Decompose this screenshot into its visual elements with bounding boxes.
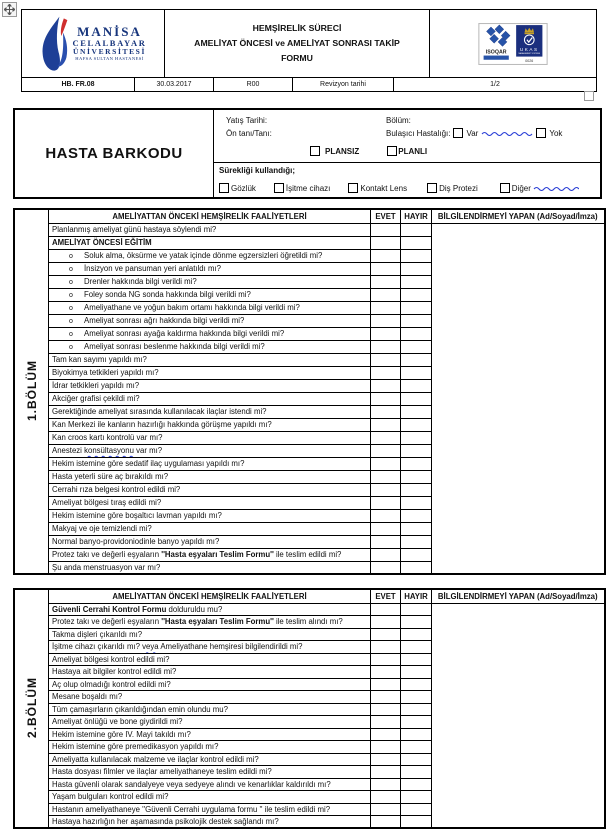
question-cell bbox=[49, 548, 371, 561]
evet-answer-cell[interactable] bbox=[371, 716, 401, 729]
question-text: Ameliyathane ve yoğun bakım ortamı hakkında bilgi verildi mi? bbox=[84, 303, 300, 312]
question-cell bbox=[49, 535, 371, 548]
question-cell bbox=[49, 616, 371, 629]
evet-answer-cell[interactable] bbox=[371, 301, 401, 314]
hayir-answer-cell[interactable] bbox=[401, 379, 432, 392]
question-cell bbox=[49, 379, 371, 392]
table-header-row bbox=[14, 209, 605, 223]
evet-answer-cell[interactable] bbox=[371, 366, 401, 379]
table-move-handle-icon[interactable] bbox=[2, 2, 17, 17]
patient-barcode-box bbox=[13, 108, 602, 199]
document-meta-row bbox=[22, 77, 596, 91]
question-text: Hastaya hazırlığın her aşamasında psikolojik destek sağlandı mı? bbox=[52, 817, 279, 826]
question-cell bbox=[49, 327, 371, 340]
question-text: Hasta güvenli olarak sandalyeye veya sedyeye alındı ve kenarlıklar kaldırıldı mı? bbox=[52, 779, 331, 789]
bullet-marker: o bbox=[69, 253, 73, 260]
four-arrow-move-icon bbox=[4, 4, 15, 15]
evet-answer-cell[interactable] bbox=[371, 766, 401, 779]
checklist-row bbox=[14, 603, 605, 616]
blank-wavy-line bbox=[533, 185, 579, 191]
hayir-answer-cell[interactable] bbox=[401, 262, 432, 275]
bullet-marker: o bbox=[69, 266, 73, 273]
hayir-answer-cell[interactable] bbox=[401, 791, 432, 804]
question-cell bbox=[49, 457, 371, 470]
barcode-label: HASTA BARKODU bbox=[15, 110, 214, 197]
hayir-answer-cell[interactable] bbox=[401, 628, 432, 641]
hayir-answer-cell[interactable] bbox=[401, 641, 432, 654]
question-text: Kan croos kartı kontrolü var mı? bbox=[52, 433, 163, 442]
question-cell bbox=[49, 314, 371, 327]
hayir-answer-cell[interactable] bbox=[401, 444, 432, 457]
column-header-activities: AMELİYATTAN ÖNCEKİ HEMŞİRELİK FAALİYETLERİ bbox=[49, 209, 371, 223]
hospital-logo bbox=[22, 10, 165, 77]
evet-answer-cell[interactable] bbox=[371, 628, 401, 641]
hayir-answer-cell[interactable] bbox=[401, 703, 432, 716]
evet-answer-cell[interactable] bbox=[371, 262, 401, 275]
section1-table bbox=[13, 208, 606, 575]
question-cell bbox=[49, 766, 371, 779]
informer-signature-cell[interactable] bbox=[432, 223, 605, 574]
evet-answer-cell[interactable] bbox=[371, 778, 401, 791]
evet-answer-cell[interactable] bbox=[371, 496, 401, 509]
question-cell bbox=[49, 641, 371, 654]
planli-label: PLANLI bbox=[398, 146, 428, 156]
evet-answer-cell[interactable] bbox=[371, 509, 401, 522]
question-cell bbox=[49, 666, 371, 679]
evet-answer-cell[interactable] bbox=[371, 753, 401, 766]
evet-answer-cell[interactable] bbox=[371, 603, 401, 616]
hayir-answer-cell[interactable] bbox=[401, 496, 432, 509]
question-text: Protez takı ve değerli eşyaların bbox=[52, 550, 162, 559]
hayir-answer-cell[interactable] bbox=[401, 535, 432, 548]
hayir-answer-cell[interactable] bbox=[401, 766, 432, 779]
hayir-answer-cell[interactable] bbox=[401, 418, 432, 431]
question-cell bbox=[49, 778, 371, 791]
plansiz-label: PLANSIZ bbox=[325, 146, 360, 156]
evet-answer-cell[interactable] bbox=[371, 535, 401, 548]
continuous-use-heading: Sürekliği kullandığı; bbox=[219, 166, 296, 175]
evet-answer-cell[interactable] bbox=[371, 392, 401, 405]
hayir-answer-cell[interactable] bbox=[401, 741, 432, 754]
hayir-answer-cell[interactable] bbox=[401, 470, 432, 483]
kontakt-lens-checkbox[interactable] bbox=[348, 183, 358, 193]
hayir-answer-cell[interactable] bbox=[401, 603, 432, 616]
evet-answer-cell[interactable] bbox=[371, 223, 401, 236]
question-text: veya bbox=[142, 642, 159, 652]
question-text: Anestezi bbox=[52, 446, 85, 455]
hayir-answer-cell[interactable] bbox=[401, 301, 432, 314]
question-cell bbox=[49, 628, 371, 641]
question-text: ile teslim alındı mı? bbox=[273, 617, 343, 627]
evet-answer-cell[interactable] bbox=[371, 691, 401, 704]
hayir-answer-cell[interactable] bbox=[401, 340, 432, 353]
dis-protezi-checkbox[interactable] bbox=[427, 183, 437, 193]
yok-label: Yok bbox=[549, 128, 563, 138]
hayir-answer-cell[interactable] bbox=[401, 666, 432, 679]
question-text: Normal banyo-providoniodinle banyo yapıldı mı? bbox=[52, 537, 220, 546]
question-cell bbox=[49, 483, 371, 496]
contagious-disease-row bbox=[386, 128, 562, 138]
ukas-sub-label: MANAGEMENT SYSTEMS bbox=[518, 52, 541, 55]
evet-answer-cell[interactable] bbox=[371, 418, 401, 431]
question-cell bbox=[49, 288, 371, 301]
column-header-activities: AMELİYATTAN ÖNCEKİ HEMŞİRELİK FAALİYETLERİ bbox=[49, 589, 371, 603]
logo-line-1: MANİSA bbox=[77, 24, 142, 40]
question-text: Ameliyatta kullanılacak malzeme ve ilaçlar kontrol edildi mi? bbox=[52, 754, 259, 764]
revision-label: Revizyon tarihi bbox=[293, 78, 394, 91]
question-text: Mesane boşaldı mı? bbox=[52, 692, 123, 702]
evet-answer-cell[interactable] bbox=[371, 444, 401, 457]
question-text: Tüm çamaşırların çıkarıldığından emin olundu mu? bbox=[52, 704, 228, 714]
question-text: Biyokimya tetkikleri yapıldı mı? bbox=[52, 368, 159, 377]
question-text: Ameliyat sonrası beslenme hakkında bilgi verildi mi? bbox=[84, 342, 265, 351]
question-text: Tam kan sayımı yapıldı mı? bbox=[52, 355, 147, 364]
informer-signature-cell[interactable] bbox=[432, 603, 605, 828]
hayir-answer-cell[interactable] bbox=[401, 728, 432, 741]
doc-date: 30.03.2017 bbox=[135, 78, 214, 91]
question-text: Ameliyat sonrası ayağa kaldırma hakkında bilgi verildi mi? bbox=[84, 329, 285, 338]
hayir-answer-cell[interactable] bbox=[401, 691, 432, 704]
bullet-marker: o bbox=[69, 331, 73, 338]
question-text: Güvenli Cerrahi Kontrol Formu bbox=[52, 604, 169, 614]
section-label: 1.BÖLÜM bbox=[24, 360, 39, 421]
form-title bbox=[165, 10, 430, 77]
section1-label-cell bbox=[14, 209, 49, 574]
evet-answer-cell[interactable] bbox=[371, 522, 401, 535]
doc-code: HB. FR.08 bbox=[22, 78, 135, 91]
certification-logos bbox=[430, 10, 596, 77]
hayir-answer-cell[interactable] bbox=[401, 457, 432, 470]
question-cell bbox=[49, 496, 371, 509]
question-cell bbox=[49, 741, 371, 754]
question-text: Ameliyathane hemşiresi bilgilendirildi mi? bbox=[158, 642, 303, 652]
question-text: ''Hasta eşyaları Teslim Formu'' bbox=[161, 550, 274, 559]
department-label: Bölüm: bbox=[386, 116, 411, 125]
question-text: AMELİYAT ÖNCESİ EĞİTİM bbox=[52, 238, 152, 247]
planli-checkbox[interactable] bbox=[387, 146, 397, 156]
question-cell bbox=[49, 509, 371, 522]
doc-revision: R00 bbox=[214, 78, 293, 91]
question-text: Protez takı ve değerli eşyaların bbox=[52, 617, 162, 627]
section2-table bbox=[13, 588, 606, 829]
question-cell bbox=[49, 405, 371, 418]
question-cell bbox=[49, 791, 371, 804]
question-text: İdrar tetkikleri yapıldı mı? bbox=[52, 381, 140, 390]
var-checkbox[interactable] bbox=[453, 128, 463, 138]
isitme-cihazi-label: İşitme cihazı bbox=[285, 183, 331, 193]
column-header-informer: BİLGİLENDİRMEYİ YAPAN (Ad/Soyad/İmza) bbox=[432, 209, 605, 223]
hayir-answer-cell[interactable] bbox=[401, 483, 432, 496]
evet-answer-cell[interactable] bbox=[371, 379, 401, 392]
question-cell bbox=[49, 653, 371, 666]
evet-answer-cell[interactable] bbox=[371, 249, 401, 262]
question-cell bbox=[49, 803, 371, 816]
column-header-evet: EVET bbox=[371, 209, 401, 223]
hayir-answer-cell[interactable] bbox=[401, 509, 432, 522]
question-text: Makyaj ve oje temizlendi mi? bbox=[52, 524, 152, 533]
evet-answer-cell[interactable] bbox=[371, 561, 401, 574]
question-cell bbox=[49, 703, 371, 716]
question-text: Foley sonda NG sonda hakkında bilgi verildi mi? bbox=[84, 290, 251, 299]
hayir-answer-cell[interactable] bbox=[401, 249, 432, 262]
question-text: İşitme cihazı çıkarıldı mı? bbox=[52, 642, 143, 652]
bullet-marker: o bbox=[69, 279, 73, 286]
evet-answer-cell[interactable] bbox=[371, 353, 401, 366]
question-text: dolduruldu mu? bbox=[168, 604, 223, 614]
question-cell bbox=[49, 340, 371, 353]
kontakt-lens-label: Kontakt Lens bbox=[360, 183, 408, 193]
hayir-answer-cell[interactable] bbox=[401, 314, 432, 327]
evet-answer-cell[interactable] bbox=[371, 236, 401, 249]
question-cell bbox=[49, 366, 371, 379]
question-cell bbox=[49, 431, 371, 444]
page-number: 1/2 bbox=[490, 81, 500, 88]
checklist-row bbox=[14, 223, 605, 236]
hayir-answer-cell[interactable] bbox=[401, 778, 432, 791]
question-text: konsültasyonu bbox=[84, 446, 134, 455]
evet-answer-cell[interactable] bbox=[371, 288, 401, 301]
hayir-answer-cell[interactable] bbox=[401, 548, 432, 561]
column-header-informer: BİLGİLENDİRMEYİ YAPAN (Ad/Soyad/İmza) bbox=[432, 589, 605, 603]
hayir-answer-cell[interactable] bbox=[401, 753, 432, 766]
isoqar-ukas-logo bbox=[478, 23, 548, 65]
question-text: Aç olup olmadığı kontrol edildi mi? bbox=[52, 679, 171, 689]
question-cell bbox=[49, 728, 371, 741]
hayir-answer-cell[interactable] bbox=[401, 223, 432, 236]
blank-wavy-line bbox=[481, 130, 533, 136]
section2-label-cell bbox=[14, 589, 49, 828]
question-cell bbox=[49, 816, 371, 829]
column-header-hayir: HAYIR bbox=[401, 589, 432, 603]
diger-checkbox[interactable] bbox=[500, 183, 510, 193]
table-header-row bbox=[14, 589, 605, 603]
tulip-logo-icon bbox=[40, 16, 70, 72]
title-line-1: HEMŞİRELİK SÜRECİ bbox=[252, 22, 342, 33]
hayir-answer-cell[interactable] bbox=[401, 405, 432, 418]
question-cell bbox=[49, 470, 371, 483]
question-cell bbox=[49, 249, 371, 262]
bullet-marker: o bbox=[69, 292, 73, 299]
hayir-answer-cell[interactable] bbox=[401, 288, 432, 301]
evet-answer-cell[interactable] bbox=[371, 548, 401, 561]
continuous-use-items bbox=[219, 183, 579, 193]
ukas-label: UKAS bbox=[519, 46, 539, 52]
admission-date-label: Yatış Tarihi: bbox=[226, 116, 268, 125]
question-cell bbox=[49, 275, 371, 288]
question-cell bbox=[49, 301, 371, 314]
evet-answer-cell[interactable] bbox=[371, 431, 401, 444]
question-cell bbox=[49, 444, 371, 457]
gozluk-checkbox[interactable] bbox=[219, 183, 229, 193]
question-text: Hasta dosyası filmler ve ilaçlar ameliyathaneye teslim edildi mi? bbox=[52, 767, 272, 777]
evet-answer-cell[interactable] bbox=[371, 483, 401, 496]
question-text: Planlanmış ameliyat günü hastaya söylendi mi? bbox=[52, 225, 217, 234]
question-cell bbox=[49, 353, 371, 366]
evet-answer-cell[interactable] bbox=[371, 741, 401, 754]
question-cell bbox=[49, 753, 371, 766]
question-text: Drenler hakkında bilgi verildi mi? bbox=[84, 277, 197, 286]
hayir-answer-cell[interactable] bbox=[401, 236, 432, 249]
hayir-answer-cell[interactable] bbox=[401, 678, 432, 691]
dis-protezi-label: Diş Protezi bbox=[439, 183, 478, 193]
question-cell bbox=[49, 223, 371, 236]
hayir-answer-cell[interactable] bbox=[401, 816, 432, 829]
hayir-answer-cell[interactable] bbox=[401, 431, 432, 444]
evet-answer-cell[interactable] bbox=[371, 327, 401, 340]
bullet-marker: o bbox=[69, 344, 73, 351]
hayir-answer-cell[interactable] bbox=[401, 716, 432, 729]
evet-answer-cell[interactable] bbox=[371, 791, 401, 804]
question-text: Ameliyat sonrası ağrı hakkında bilgi verildi mi? bbox=[84, 316, 245, 325]
question-text: Hastaya ait bilgiler kontrol edildi mi? bbox=[52, 667, 177, 677]
hayir-answer-cell[interactable] bbox=[401, 616, 432, 629]
question-text: Hastanın ameliyathaneye ''Güvenli Cerrahi uygulama formu '' ile teslim edildi mi? bbox=[52, 804, 331, 814]
question-text: Yaşam bulguları kontrol edildi mi? bbox=[52, 792, 169, 802]
title-line-3: FORMU bbox=[281, 53, 313, 64]
contagious-disease-label: Bulaşıcı Hastalığı: bbox=[386, 128, 451, 138]
evet-answer-cell[interactable] bbox=[371, 653, 401, 666]
question-text: ile teslim edildi mi? bbox=[273, 550, 342, 559]
question-cell bbox=[49, 522, 371, 535]
question-text: Ameliyat bölgesi tıraş edildi mi? bbox=[52, 498, 162, 507]
ukas-number: 0026 bbox=[525, 58, 534, 63]
hayir-answer-cell[interactable] bbox=[401, 522, 432, 535]
question-text: Cerrahi rıza belgesi kontrol edildi mi? bbox=[52, 485, 181, 494]
question-cell bbox=[49, 236, 371, 249]
evet-answer-cell[interactable] bbox=[371, 666, 401, 679]
evet-answer-cell[interactable] bbox=[371, 678, 401, 691]
column-header-hayir: HAYIR bbox=[401, 209, 432, 223]
hayir-answer-cell[interactable] bbox=[401, 275, 432, 288]
question-text: Gerektiğinde ameliyat sırasında kullanılacak ilaçlar istendi mi? bbox=[52, 407, 267, 416]
question-text: Ameliyat bölgesi kontrol edildi mi? bbox=[52, 654, 170, 664]
evet-answer-cell[interactable] bbox=[371, 803, 401, 816]
question-cell bbox=[49, 603, 371, 616]
question-text: ''Hasta eşyaları Teslim Formu'' bbox=[161, 617, 274, 627]
question-text: var mı? bbox=[133, 446, 163, 455]
logo-line-2: CELALBAYAR bbox=[72, 38, 147, 49]
title-line-2: AMELİYAT ÖNCESİ ve AMELİYAT SONRASI TAKİP bbox=[194, 37, 400, 48]
question-cell bbox=[49, 418, 371, 431]
hayir-answer-cell[interactable] bbox=[401, 653, 432, 666]
isitme-cihazi-checkbox[interactable] bbox=[274, 183, 284, 193]
hayir-answer-cell[interactable] bbox=[401, 803, 432, 816]
logo-line-3: ÜNİVERSİTESİ bbox=[73, 46, 146, 56]
isoqar-label: ISOQAR bbox=[485, 48, 507, 55]
evet-answer-cell[interactable] bbox=[371, 616, 401, 629]
plan-type-row bbox=[310, 146, 427, 156]
question-cell bbox=[49, 262, 371, 275]
question-text: Kan Merkezi ile kanların hazırlığı hakkında görüşme yapıldı mı? bbox=[52, 420, 272, 429]
question-text: İnsizyon ve pansuman yeri anlatıldı mı? bbox=[84, 264, 221, 273]
hayir-answer-cell[interactable] bbox=[401, 327, 432, 340]
question-text: Hekim istemine göre IV. Mayi takıldı mı? bbox=[52, 729, 191, 739]
evet-answer-cell[interactable] bbox=[371, 470, 401, 483]
evet-answer-cell[interactable] bbox=[371, 314, 401, 327]
hayir-answer-cell[interactable] bbox=[401, 366, 432, 379]
question-cell bbox=[49, 716, 371, 729]
bullet-marker: o bbox=[69, 318, 73, 325]
pre-diagnosis-label: Ön tanı/Tanı: bbox=[226, 129, 272, 138]
gozluk-label: Gözlük bbox=[231, 183, 256, 193]
evet-answer-cell[interactable] bbox=[371, 405, 401, 418]
question-text: Takma dişleri çıkarıldı mı? bbox=[52, 629, 143, 639]
hayir-answer-cell[interactable] bbox=[401, 392, 432, 405]
question-text: Soluk alma, öksürme ve yatak içinde dönme egzersizleri öğretildi mi? bbox=[84, 251, 323, 260]
barcode-fields bbox=[214, 110, 600, 197]
evet-answer-cell[interactable] bbox=[371, 703, 401, 716]
question-cell bbox=[49, 678, 371, 691]
question-text: Hekim istemine göre premedikasyon yapıldı mı? bbox=[52, 742, 219, 752]
column-header-evet: EVET bbox=[371, 589, 401, 603]
question-text: Hekim istemine göre sedatif ilaç uygulaması yapıldı mı? bbox=[52, 459, 245, 468]
yok-checkbox[interactable] bbox=[536, 128, 546, 138]
question-text: Şu anda menstruasyon var mı? bbox=[52, 562, 161, 572]
question-text: Hasta yeterli süre aç bırakıldı mı? bbox=[52, 472, 169, 481]
question-cell bbox=[49, 561, 371, 574]
bullet-marker: o bbox=[69, 305, 73, 312]
resize-anchor-handle[interactable] bbox=[584, 91, 594, 101]
evet-answer-cell[interactable] bbox=[371, 816, 401, 829]
continuous-use-section bbox=[214, 162, 600, 197]
diger-label: Diğer bbox=[511, 183, 531, 193]
question-text: Hekim istemine göre boşaltıcı lavman yapıldı mı? bbox=[52, 511, 222, 520]
form-header bbox=[21, 9, 597, 92]
hayir-answer-cell[interactable] bbox=[401, 561, 432, 574]
question-cell bbox=[49, 392, 371, 405]
plansiz-checkbox[interactable] bbox=[310, 146, 320, 156]
section-label: 2.BÖLÜM bbox=[24, 677, 39, 738]
logo-line-4: HAFSA SULTAN HASTANESİ bbox=[75, 55, 144, 61]
evet-answer-cell[interactable] bbox=[371, 728, 401, 741]
question-text: Akciğer grafisi çekildi mi? bbox=[52, 394, 140, 403]
evet-answer-cell[interactable] bbox=[371, 641, 401, 654]
evet-answer-cell[interactable] bbox=[371, 457, 401, 470]
question-text: Ameliyat önlüğü ve bone giydirildi mi? bbox=[52, 717, 183, 727]
evet-answer-cell[interactable] bbox=[371, 340, 401, 353]
var-label: Var bbox=[466, 128, 479, 138]
question-cell bbox=[49, 691, 371, 704]
hayir-answer-cell[interactable] bbox=[401, 353, 432, 366]
evet-answer-cell[interactable] bbox=[371, 275, 401, 288]
